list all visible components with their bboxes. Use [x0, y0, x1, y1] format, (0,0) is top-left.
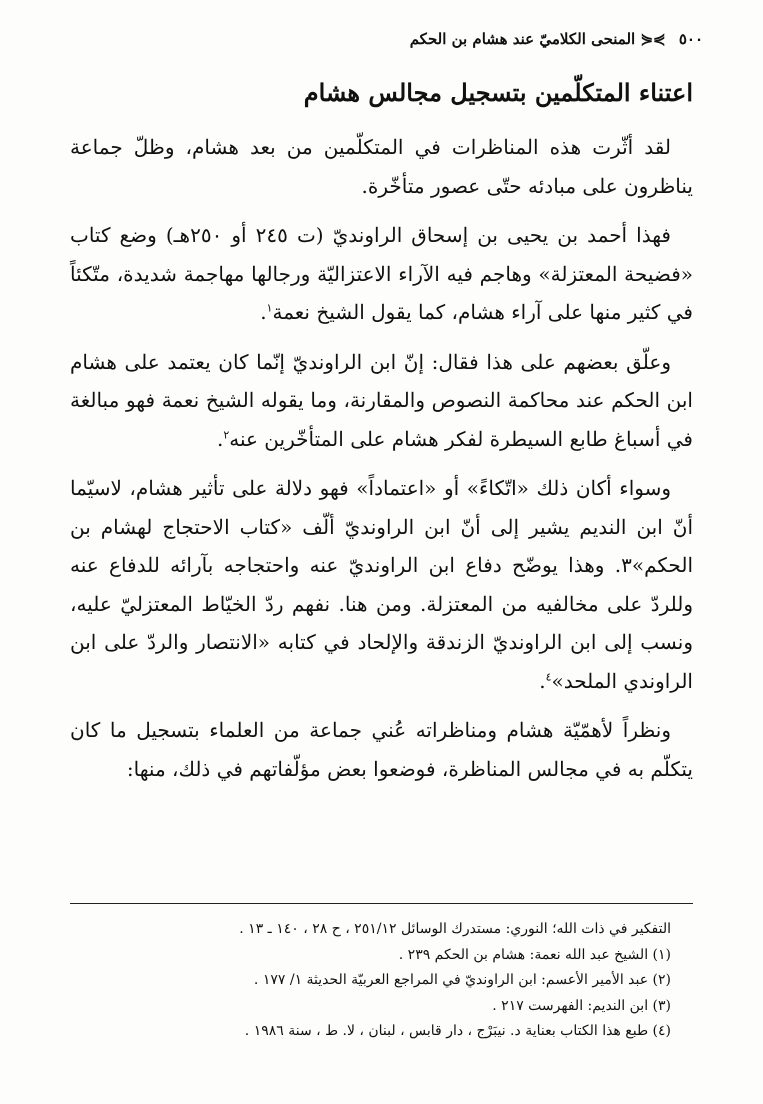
paragraph-text: وعلّق بعضهم على هذا فقال: إنّ ابن الراونديّ إنّما كان يعتمد على هشام ابن الحكم عند محاكمة النصوص والمقارنة، وما يقوله الشيخ نعمة فهو مبالغة في أسباغ طابع السيطرة لفكر هشام على المتأخّرين عنه [70, 349, 693, 451]
footnote-2: (٢) عبد الأمير الأعسم: ابن الراونديّ في المراجع العربيّة الحديثة ١/ ١٧٧ . [253, 972, 671, 988]
paragraph: فهذا أحمد بن يحيى بن إسحاق الراونديّ (ت ٢٤٥ أو ٢٥٠هـ) وضع كتاب «فضيحة المعتزلة» وهاجم فيه الآراء الاعتزاليّة ورجالها مهاجمة شديدة، متّكئاً في كثير منها على آراء هشام، كما يقول الشيخ نعمة$^١$. [70, 223, 693, 324]
footnote-4: (٤) طبع هذا الكتاب بعناية د. نيبَرْج ، دار قابس ، لبنان ، لا. ط ، سنة ١٩٨٦ . [244, 1023, 671, 1039]
paragraph-text: ونظراً لأهمّيّة هشام ومناظراته عُني جماعة من العلماء بتسجيل ما كان يتكلّم به في مجالس المناظرة، فوضعوا بعض مؤلّفاتهم في ذلك، منها: [70, 718, 693, 781]
paragraph [70, 128, 693, 205]
paragraph-text: لقد أثّرت هذه المناظرات في المتكلّمين من بعد هشام، وظلّ جماعة يناظرون على مبادئه حتّى عصور متأخّرة. [70, 135, 693, 198]
header-ornament: ⋟⋞ [640, 30, 666, 48]
paragraph [70, 711, 693, 788]
footnote-continuation: التفكير في ذات الله؛ النوري: مستدرك الوسائل ٢٥١/١٢ ، ح ٢٨ ، ١٤٠ ـ ١٣ . [239, 921, 671, 937]
paragraph: وسواء أكان ذلك «اتّكاءً» أو «اعتماداً» فهو دلالة على تأثير هشام، لاسيّما أنّ ابن النديم يشير إلى أنّ ابن الراونديّ ألّف «كتاب الاحتجاج لهشام بن الحكم»٣. وهذا يوضّح دفاع ابن الراونديّ عنه واحتجاجه بآرائه للدفاع عنه وللردّ على مخالفيه من المعتزلة. ومن هنا. نفهم ردّ الخيّاط المعتزليّ عليه، ونسب إلى ابن الراونديّ الزندقة والإلحاد في كتابه «الانتصار والردّ على ابن الراوندي الملحد»$^٤$. [70, 476, 693, 693]
paragraph: وعلّق بعضهم على هذا فقال: إنّ ابن الراونديّ إنّما كان يعتمد على هشام ابن الحكم عند محاكمة النصوص والمقارنة، وما يقوله الشيخ نعمة فهو مبالغة في أسباغ طابع السيطرة لفكر هشام على المتأخّرين عنه$^٢$. [70, 349, 693, 451]
footnote-marker[interactable]: ١ [266, 301, 273, 315]
footnote-1: (١) الشيخ عبد الله نعمة: هشام بن الحكم ٢٣٩ . [398, 946, 671, 963]
footnote-divider [70, 903, 693, 904]
running-header [60, 30, 703, 48]
book-title: المنحى الكلاميّ عند هشام بن الحكم [409, 30, 636, 48]
footnote-3: (٣) ابن النديم: الفهرست ٢١٧ . [492, 997, 671, 1014]
body-text [70, 128, 693, 799]
paragraph-text: فهذا أحمد بن يحيى بن إسحاق الراونديّ (ت ٢٤٥ أو ٢٥٠هـ) وضع كتاب «فضيحة المعتزلة» وهاجم فيه الآراء الاعتزاليّة ورجالها مهاجمة شديدة، متّكئاً في كثير منها على آراء هشام، كما يقول الشيخ نعمة [70, 223, 693, 324]
paragraph-text: وسواء أكان ذلك «اتّكاءً» أو «اعتماداً» فهو دلالة على تأثير هشام، لاسيّما أنّ ابن النديم يشير إلى أنّ ابن الراونديّ ألّف «كتاب الاحتجاج لهشام بن الحكم»٣. وهذا يوضّح دفاع ابن الراونديّ عنه واحتجاجه بآرائه للدفاع عنه وللردّ على مخالفيه من المعتزلة. ومن هنا. نفهم ردّ الخيّاط المعتزليّ عليه، ونسب إلى ابن الراونديّ الزندقة والإلحاد في كتابه «الانتصار والردّ على ابن الراوندي الملحد» [70, 476, 693, 693]
footnote-marker[interactable]: ٢ [223, 427, 230, 441]
footnote-marker[interactable]: ٤ [545, 669, 552, 683]
footnotes [70, 917, 693, 1045]
section-title: اعتناء المتكلّمين بتسجيل مجالس هشام [303, 78, 693, 107]
page-number: ٥٠٠ [678, 30, 703, 48]
